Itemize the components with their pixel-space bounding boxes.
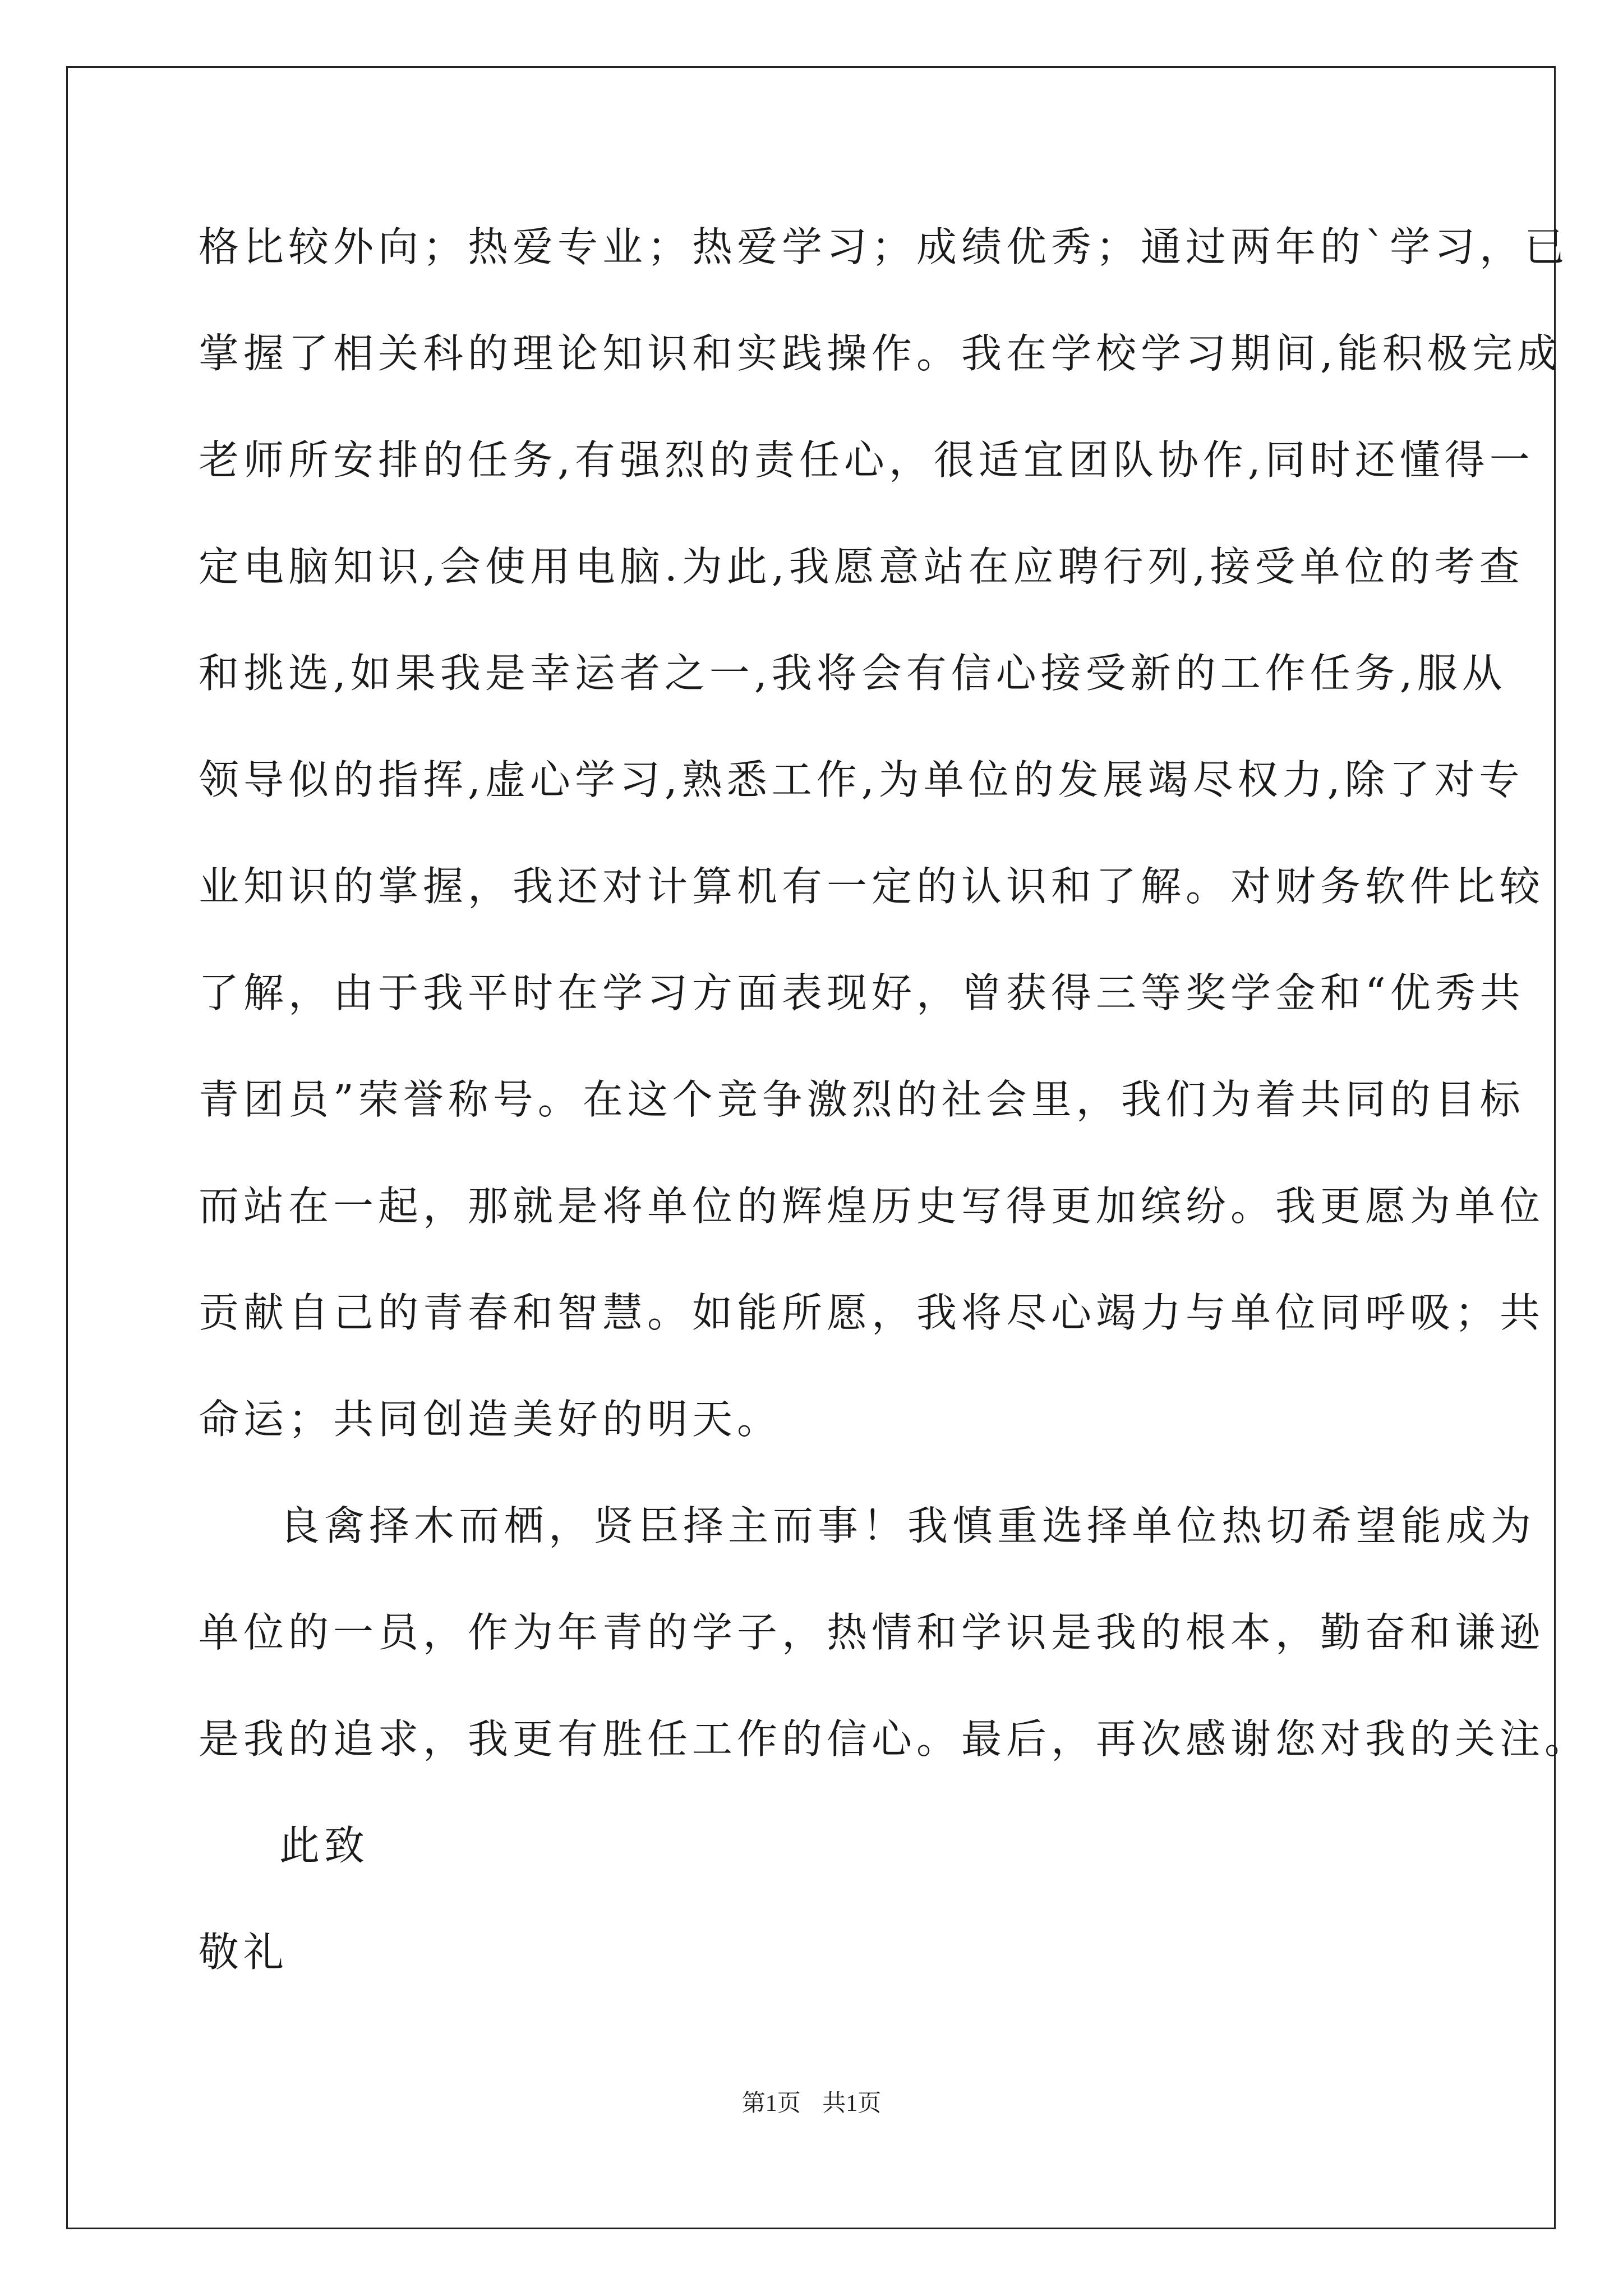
page-total: 共1页 xyxy=(822,2091,882,2116)
paragraph-line: 业知识的掌握，我还对计算机有一定的认识和了解。对财务软件比较 xyxy=(199,863,1545,910)
paragraph-line: 良禽择木而栖，贤臣择主而事！我慎重选择单位热切希望能成为 xyxy=(279,1502,1536,1549)
paragraph-line: 命运；共同创造美好的明天。 xyxy=(199,1396,782,1443)
page-border xyxy=(66,66,1556,2229)
page-number: 第1页 xyxy=(741,2091,801,2116)
paragraph-line: 定电脑知识,会使用电脑.为此,我愿意站在应聘行列,接受单位的考查 xyxy=(199,543,1524,590)
paragraph-line: 贡献自己的青春和智慧。如能所愿，我将尽心竭力与单位同呼吸；共 xyxy=(199,1289,1545,1336)
paragraph-line: 单位的一员，作为年青的学子，热情和学识是我的根本，勤奋和谦逊 xyxy=(199,1609,1545,1656)
paragraph-line: 和挑选,如果我是幸运者之一,我将会有信心接受新的工作任务,服从 xyxy=(199,650,1507,697)
closing-salutation: 此致 xyxy=(279,1822,370,1869)
paragraph-line: 掌握了相关科的理论知识和实践操作。我在学校学习期间,能积极完成 xyxy=(199,330,1562,377)
paragraph-line: 是我的追求，我更有胜任工作的信心。最后，再次感谢您对我的关注。 xyxy=(199,1715,1590,1763)
paragraph-line: 格比较外向；热爱专业；热爱学习；成绩优秀；通过两年的`学习，已 xyxy=(199,223,1570,270)
page-footer xyxy=(0,2087,1623,2120)
paragraph-line: 了解，由于我平时在学习方面表现好，曾获得三等奖学金和“优秀共 xyxy=(199,969,1525,1016)
paragraph-line: 青团员”荣誉称号。在这个竞争激烈的社会里，我们为着共同的目标 xyxy=(199,1076,1525,1123)
paragraph-line: 领导似的指挥,虚心学习,熟悉工作,为单位的发展竭尽权力,除了对专 xyxy=(199,756,1524,803)
paragraph-line: 老师所安排的任务,有强烈的责任心，很适宜团队协作,同时还懂得一 xyxy=(199,436,1534,484)
closing-regards: 敬礼 xyxy=(199,1929,289,1976)
paragraph-line: 而站在一起，那就是将单位的辉煌历史写得更加缤纷。我更愿为单位 xyxy=(199,1182,1545,1230)
